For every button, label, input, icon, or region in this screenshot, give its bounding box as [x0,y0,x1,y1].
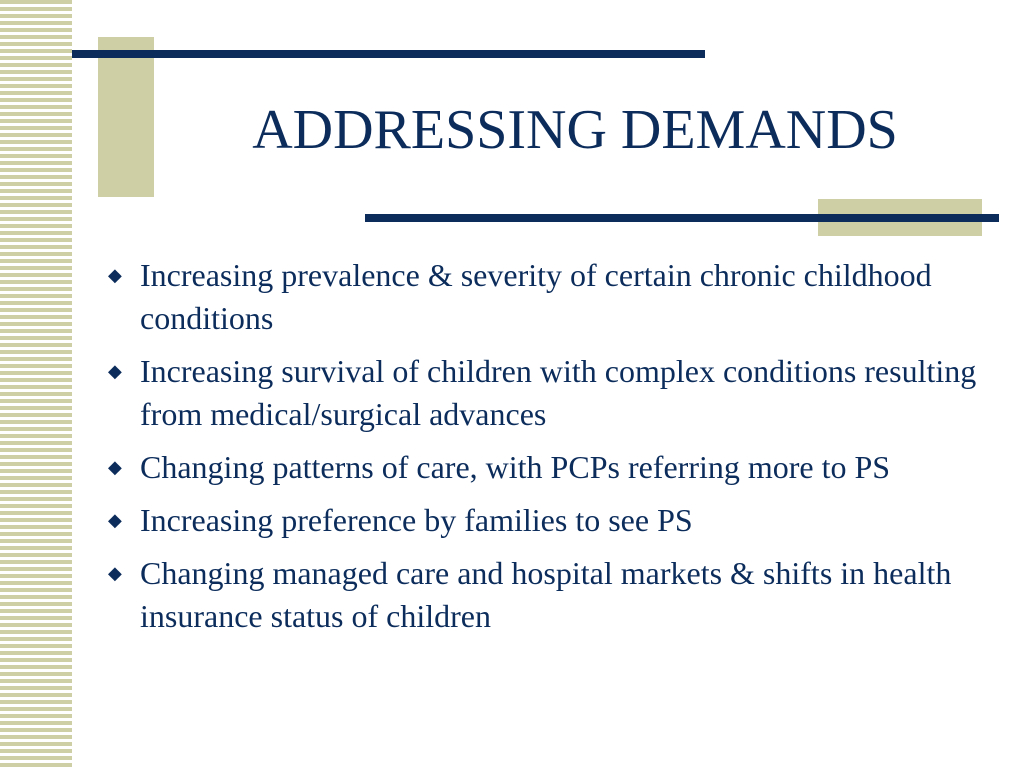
bullet-text: Increasing preference by families to see PS [140,502,693,538]
striped-left-border [0,0,72,768]
bullet-item [102,552,982,638]
bullet-item [102,350,982,436]
slide-title: ADDRESSING DEMANDS [252,99,898,161]
accent-line-bottom [365,214,999,222]
bullet-text: Increasing prevalence & severity of certain chronic childhood conditions [140,257,932,336]
bullet-text: Changing managed care and hospital markets & shifts in health insurance status of children [140,555,952,634]
accent-line-top [72,50,705,58]
bullet-item [102,446,982,489]
bullet-text: Changing patterns of care, with PCPs referring more to PS [140,449,891,485]
diamond-bullet-icon: ◆ [108,457,122,477]
bullet-list [102,254,982,648]
bullet-item [102,254,982,340]
diamond-bullet-icon: ◆ [108,361,122,381]
diamond-bullet-icon: ◆ [108,563,122,583]
diamond-bullet-icon: ◆ [108,510,122,530]
diamond-bullet-icon: ◆ [108,265,122,285]
bullet-text: Increasing survival of children with complex conditions resulting from medical/surgical advances [140,353,977,432]
decorative-block-top-left [98,37,154,197]
bullet-item [102,499,982,542]
